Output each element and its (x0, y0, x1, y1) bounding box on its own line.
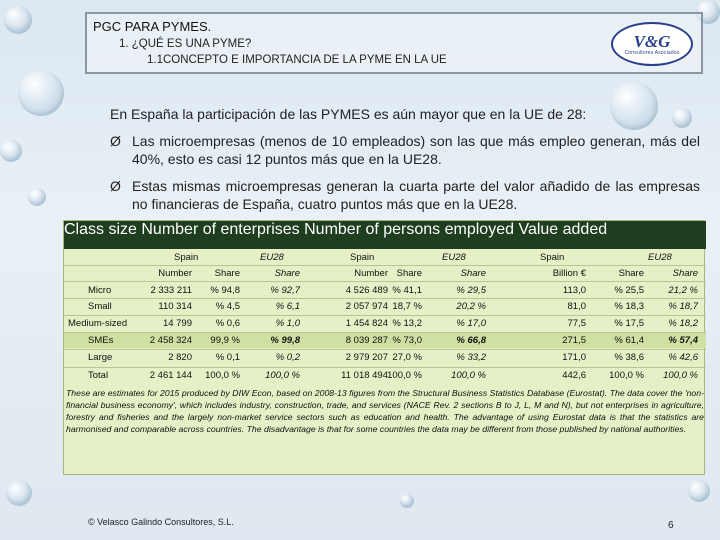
table-cell: 442,6 (562, 370, 586, 381)
footer-copyright: © Velasco Galindo Consultores, S.L. (88, 517, 234, 527)
table-cell: % 73,0 (392, 335, 422, 346)
table-cell: % 13,2 (392, 318, 422, 329)
table-cell: 100,0 % (265, 370, 300, 381)
water-drop (610, 82, 658, 130)
subgroup-spain: Spain (350, 252, 375, 263)
table-cell: % 4,5 (215, 301, 240, 312)
table-cell: 99,9 % (210, 335, 240, 346)
table-cell: 271,5 (562, 335, 586, 346)
table-cell: % 57,4 (668, 335, 698, 346)
row-label: Large (88, 352, 113, 363)
table-cell: 21,2 % (668, 285, 698, 296)
subheader: Number (354, 268, 388, 279)
subheader: Billion € (552, 268, 586, 279)
table-cell: 20,2 % (456, 301, 486, 312)
col-header-value-added: Value added (518, 221, 608, 238)
table-cell: % 6,1 (275, 301, 300, 312)
arrow-bullet-icon: Ø (110, 133, 121, 149)
subheader: Share (618, 268, 644, 279)
row-label: Micro (88, 285, 112, 296)
table-cell: 171,0 (562, 352, 586, 363)
water-drop (672, 108, 692, 128)
bullet-item (110, 177, 700, 213)
col-header-class-size: Class size (64, 221, 137, 238)
table-cell: % 25,5 (614, 285, 644, 296)
col-header-persons-employed: Number of persons employed (304, 221, 514, 238)
table-cell: 100,0 % (387, 370, 422, 381)
sme-statistics-table (63, 220, 705, 475)
water-drop (0, 140, 22, 162)
subgroup-spain: Spain (540, 252, 565, 263)
water-drop (6, 480, 32, 506)
table-cell: % 29,5 (456, 285, 486, 296)
table-cell: 100,0 % (205, 370, 240, 381)
subgroup-eu28: EU28 (260, 252, 284, 263)
subgroup-eu28: EU28 (442, 252, 466, 263)
subsection-title: 1.1CONCEPTO E IMPORTANCIA DE LA PYME EN LA UE (147, 54, 447, 66)
bullet-text: Las microempresas (menos de 10 empleados) son las que más empleo generan, más del 40%, esto es casi 12 puntos más que en la UE28. (132, 133, 700, 167)
table-cell: 27,0 % (392, 352, 422, 363)
table-cell: % 99,8 (270, 335, 300, 346)
logo-tagline: Consultores Asociados (624, 49, 680, 56)
water-drop (18, 70, 64, 116)
table-cell: % 94,8 (210, 285, 240, 296)
subheader: Share (396, 268, 422, 279)
table-cell: 2 461 144 (149, 370, 192, 381)
table-cell: 1 454 824 (345, 318, 388, 329)
subheader: Share (274, 268, 300, 279)
bullet-item (110, 132, 700, 168)
row-divider (64, 265, 706, 266)
table-cell: % 66,8 (456, 335, 486, 346)
table-cell: % 0,6 (215, 318, 240, 329)
table-header-band (64, 221, 706, 249)
table-cell: 4 526 489 (345, 285, 388, 296)
table-cell: % 18,7 (668, 301, 698, 312)
logo-text: V&G (633, 31, 671, 51)
bullet-text: Estas mismas microempresas generan la cuarta parte del valor añadido de las empresas no financieras de España, cuatro puntos más que en la UE28. (132, 178, 700, 212)
table-cell: 11 018 494 (341, 370, 388, 381)
arrow-bullet-icon: Ø (110, 178, 121, 194)
page-number: 6 (668, 520, 674, 531)
company-logo (611, 22, 693, 66)
row-divider (64, 315, 706, 316)
row-divider (64, 298, 706, 299)
table-cell: % 41,1 (392, 285, 422, 296)
table-cell: % 0,2 (275, 352, 300, 363)
table-cell: % 92,7 (270, 285, 300, 296)
row-label: Medium-sized (68, 318, 128, 329)
row-divider (64, 349, 706, 350)
subheader: Share (214, 268, 240, 279)
subgroup-eu28: EU28 (648, 252, 672, 263)
water-drop (4, 6, 32, 34)
row-divider (64, 367, 706, 368)
table-cell: 2 820 (168, 352, 192, 363)
water-drop (28, 188, 46, 206)
slide-title: PGC PARA PYMES. (93, 19, 212, 34)
intro-text: En España la participación de las PYMES es aún mayor que en la UE de 28: (110, 106, 587, 122)
table-cell: 81,0 (567, 301, 586, 312)
table-cell: 100,0 % (663, 370, 698, 381)
table-cell: % 18,3 (614, 301, 644, 312)
table-cell: 100,0 % (451, 370, 486, 381)
table-cell: % 42,6 (668, 352, 698, 363)
table-cell: % 33,2 (456, 352, 486, 363)
table-cell: 14 799 (162, 318, 192, 329)
subgroup-spain: Spain (174, 252, 199, 263)
table-cell: % 17,0 (456, 318, 486, 329)
table-cell: 113,0 (562, 285, 586, 296)
table-cell: 2 458 324 (149, 335, 192, 346)
table-cell: 77,5 (567, 318, 586, 329)
water-drop (688, 480, 710, 502)
row-label: SMEs (88, 335, 114, 346)
table-cell: 2 333 211 (150, 285, 192, 296)
table-cell: 18,7 % (392, 301, 422, 312)
table-cell: % 18,2 (668, 318, 698, 329)
table-cell: 8 039 287 (345, 335, 388, 346)
table-cell: % 17,5 (614, 318, 644, 329)
row-divider (64, 332, 706, 333)
row-divider (64, 281, 706, 282)
subheader: Number (158, 268, 192, 279)
subheader: Share (460, 268, 486, 279)
table-cell: 2 979 207 (345, 352, 388, 363)
table-cell: 2 057 974 (345, 301, 388, 312)
slide-header (85, 12, 703, 74)
table-notes: These are estimates for 2015 produced by DIW Econ, based on 2008-13 figures from the Structural Business Statistics Database (Eurostat). The data cover the 'non-financial business economy', which includes industry, construction, trade, and services (NACE Rev. 2 sections B to J, L, M and N), but not enterprises in agriculture, forestry and fisheries and the largely non-market service sectors such as education and health. The advantage of using Eurostat data is that the statistics are harmonised and comparable across countries. The disadvantage is that for some countries the data may be different from those published by national authorities. (66, 388, 704, 434)
col-header-enterprises: Number of enterprises (141, 221, 300, 238)
subheader: Share (672, 268, 698, 279)
table-cell: % 1,0 (275, 318, 300, 329)
row-label: Total (88, 370, 109, 381)
water-drop (400, 494, 414, 508)
row-label: Small (88, 301, 112, 312)
table-cell: 110 314 (158, 301, 192, 312)
section-title: 1. ¿QUÉ ES UNA PYME? (119, 38, 252, 50)
table-cell: % 0,1 (215, 352, 240, 363)
table-cell: % 61,4 (614, 335, 644, 346)
table-cell: 100,0 % (609, 370, 644, 381)
table-cell: % 38,6 (614, 352, 644, 363)
